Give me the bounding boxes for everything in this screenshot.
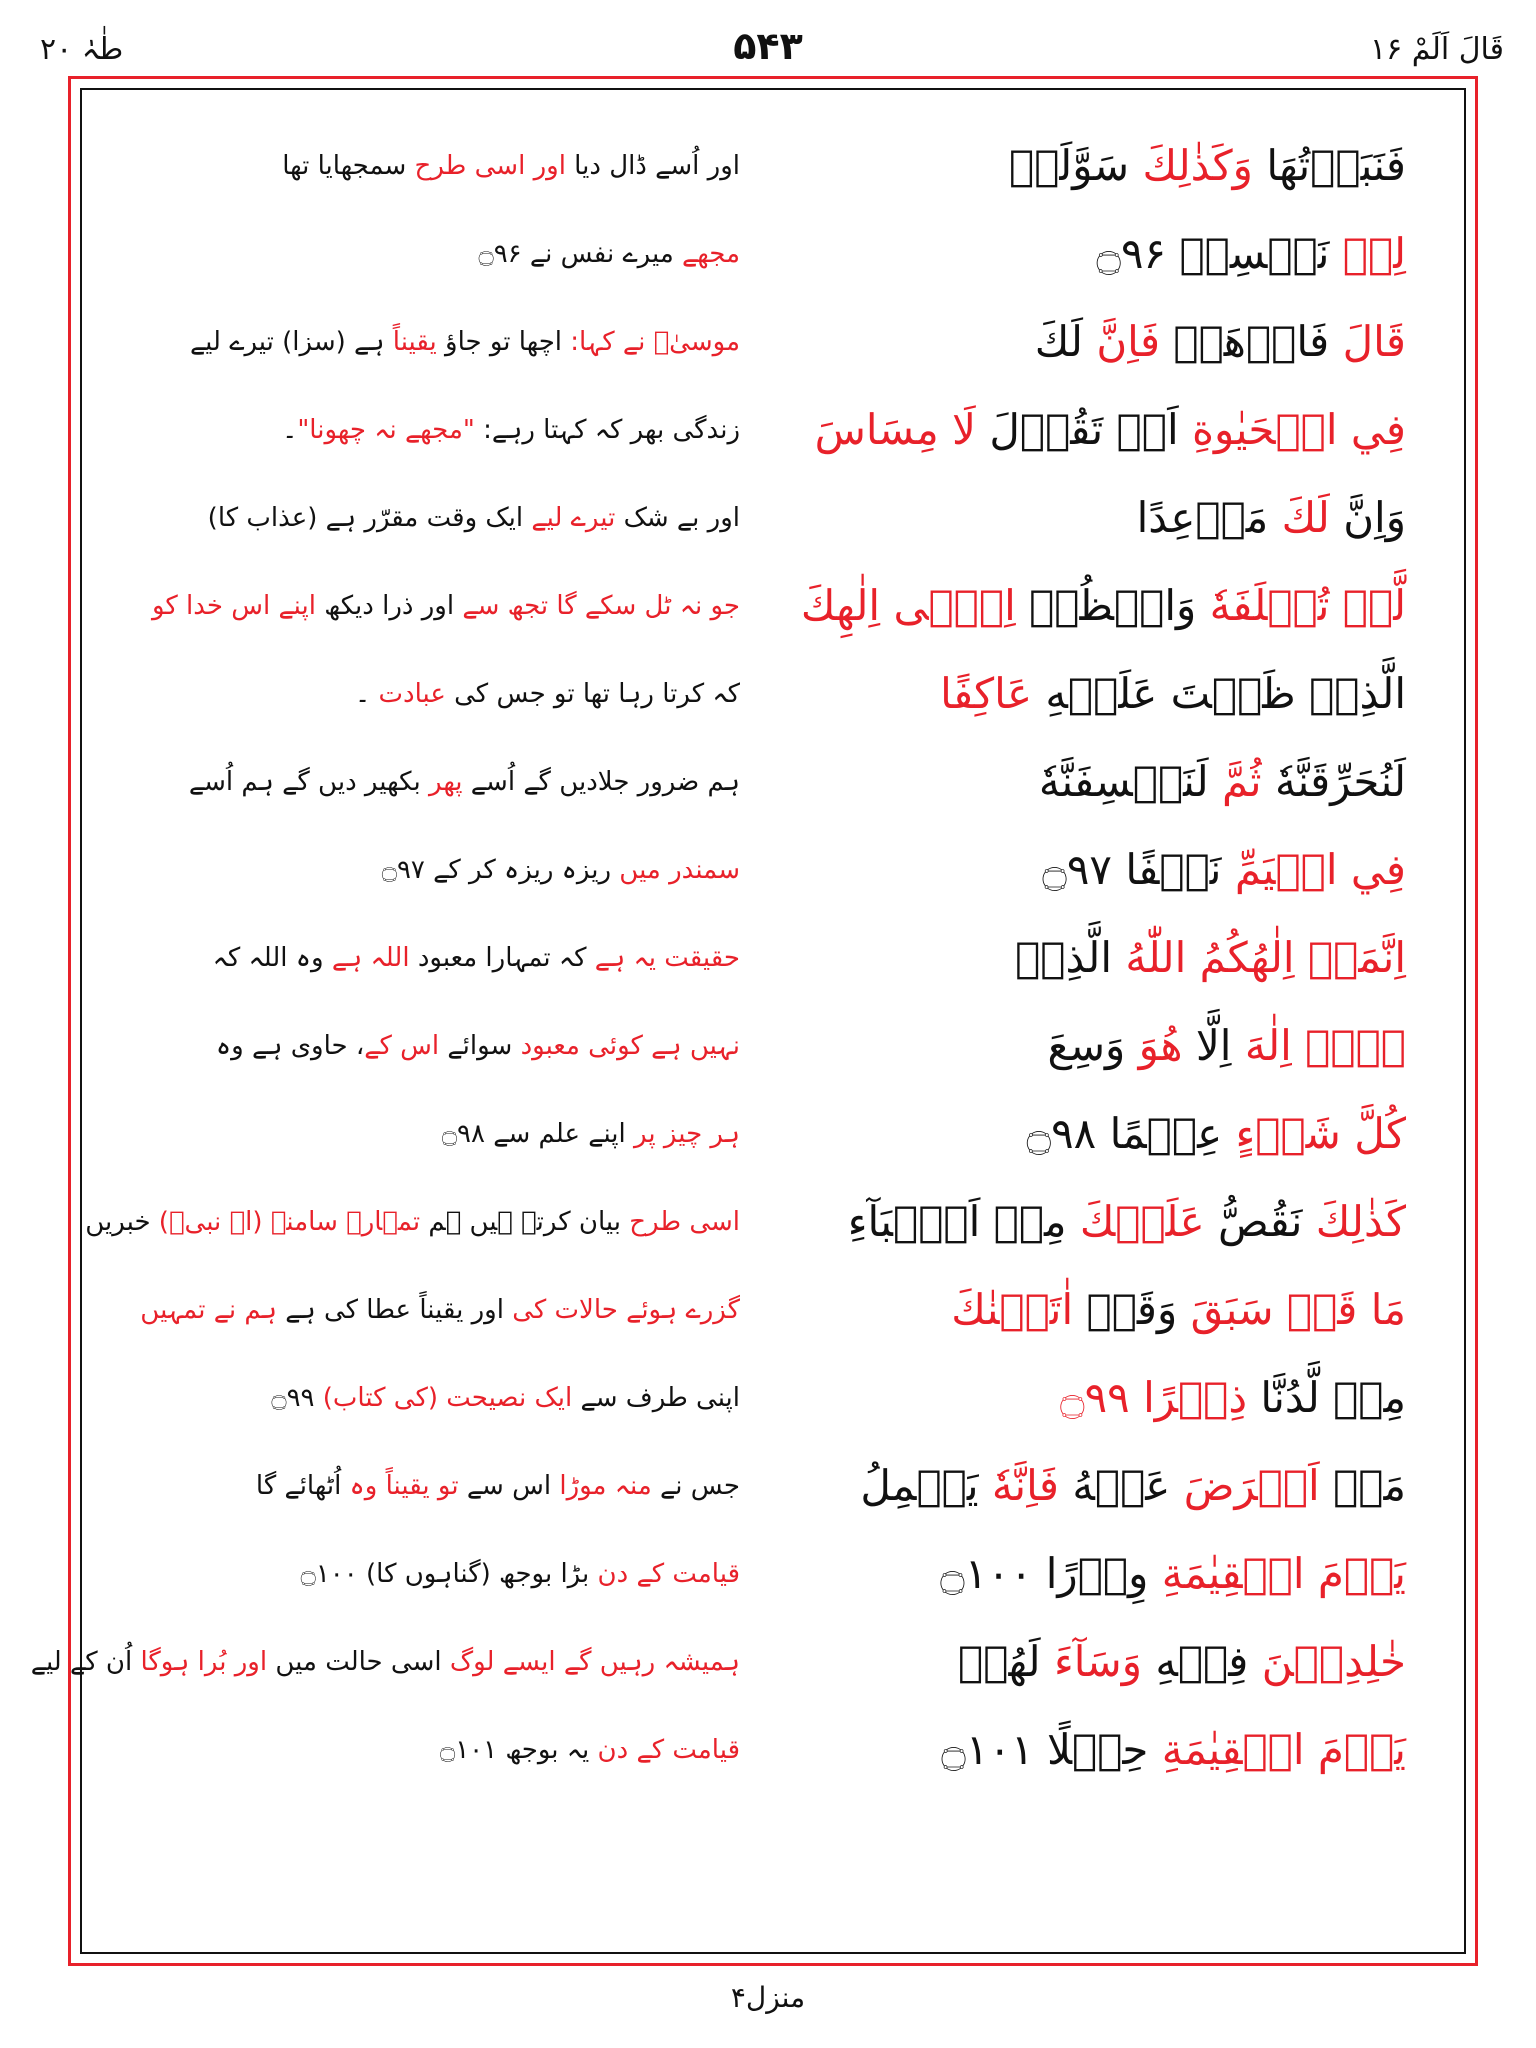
urdu-segment: جس نے <box>651 1471 740 1501</box>
urdu-translation <box>120 1094 740 1174</box>
arabic-text <box>746 214 1406 294</box>
verse-row <box>80 1182 1466 1262</box>
arabic-text <box>746 478 1406 558</box>
urdu-segment: تیرے لیے <box>523 503 616 533</box>
urdu-segment: گزرے ہوئے حالات کی <box>503 1295 740 1325</box>
arabic-segment: وَسَآءَ <box>1040 1637 1142 1686</box>
urdu-segment: اور یقیناً عطا کی ہے <box>276 1295 504 1325</box>
arabic-segment: نَفۡسِيۡ ۝۹۶ <box>1096 229 1330 278</box>
arabic-segment: مَوۡعِدًا <box>1136 493 1269 542</box>
urdu-segment: اور ذرا دیکھ <box>316 591 455 621</box>
urdu-segment: بکھیر دیں گے ہم اُسے <box>188 767 421 797</box>
urdu-segment: اسی حالت میں <box>267 1647 442 1677</box>
arabic-text <box>746 1358 1406 1438</box>
arabic-segment: هُوَ <box>1125 1021 1183 1070</box>
arabic-segment: عَلَيۡكَ <box>1066 1197 1205 1246</box>
urdu-segment: پھر <box>420 767 463 797</box>
urdu-segment: ہے (سزا) تیرے لیے <box>189 327 385 357</box>
urdu-segment: ایک وقت مقرّر ہے (عذاب کا) <box>207 503 524 533</box>
arabic-segment: مِنۡ اَنۡۢبَآءِ <box>847 1197 1067 1246</box>
verse-row <box>80 918 1466 998</box>
urdu-segment: اپنے اس خدا کو <box>151 591 316 621</box>
arabic-segment: وِزۡرًا ۝۱۰۰ <box>940 1549 1149 1598</box>
urdu-segment: سمجھایا تھا <box>282 151 407 181</box>
arabic-text <box>746 1270 1406 1350</box>
urdu-translation <box>120 1710 740 1790</box>
urdu-segment: اچھا تو جاؤ <box>436 327 563 357</box>
arabic-segment: يَحۡمِلُ <box>860 1461 979 1510</box>
verse-row <box>80 1270 1466 1350</box>
arabic-segment: اٰتَيۡنٰكَ <box>951 1285 1074 1334</box>
arabic-segment: لَاۤ اِلٰهَ <box>1231 1021 1406 1070</box>
arabic-segment: فِي الۡيَمِّ <box>1221 845 1406 894</box>
verse-row <box>80 390 1466 470</box>
urdu-segment: حقیقت یہ ہے <box>586 943 740 973</box>
verse-row <box>80 742 1466 822</box>
arabic-text <box>746 566 1406 646</box>
urdu-translation <box>120 1006 740 1086</box>
urdu-segment: ، حاوی ہے وہ <box>215 1031 365 1061</box>
verse-row <box>80 126 1466 206</box>
urdu-segment: یقیناً <box>384 327 437 357</box>
urdu-segment: منہ موڑا <box>551 1471 652 1501</box>
arabic-segment: نَسۡفًا ۝۹۷ <box>1042 845 1222 894</box>
arabic-segment: فِيۡهِ <box>1141 1637 1249 1686</box>
urdu-segment: میرے نفس نے ۝۹۶ <box>478 239 674 269</box>
arabic-segment: وَسِعَ <box>1047 1021 1126 1070</box>
urdu-segment: عبادت <box>378 679 446 709</box>
arabic-segment: لِيۡ <box>1329 229 1406 278</box>
urdu-segment: اور بُرا ہوگا <box>132 1647 268 1677</box>
arabic-segment: وَاِنَّ <box>1329 493 1406 542</box>
urdu-segment: ہمیشہ رہیں گے ایسے لوگ <box>441 1647 740 1677</box>
urdu-translation <box>120 478 740 558</box>
urdu-segment: اللہ ہے <box>323 943 410 973</box>
arabic-segment: اَعۡرَضَ <box>1170 1461 1320 1510</box>
arabic-segment: خٰلِدِيۡنَ <box>1248 1637 1406 1686</box>
urdu-segment: خبریں <box>85 1207 151 1237</box>
urdu-segment: ہم ضرور جلادیں گے اُسے <box>462 767 740 797</box>
arabic-segment: اَنۡ تَقُوۡلَ <box>976 405 1179 454</box>
urdu-segment: اپنے علم سے ۝۹۸ <box>441 1119 626 1149</box>
verse-row <box>80 1358 1466 1438</box>
verse-row <box>80 1710 1466 1790</box>
urdu-translation <box>120 654 740 734</box>
arabic-segment: لَا مِسَاسَ <box>814 405 976 454</box>
urdu-segment: اس کے <box>364 1031 440 1061</box>
arabic-segment: يَوۡمَ الۡقِيٰمَةِ <box>1148 1725 1406 1774</box>
arabic-text <box>746 1182 1406 1262</box>
urdu-translation <box>120 830 740 910</box>
arabic-segment: كُلَّ شَيۡءٍ <box>1222 1109 1406 1158</box>
verse-row <box>80 302 1466 382</box>
urdu-segment: کہ تمہارا معبود <box>409 943 587 973</box>
verse-row <box>80 478 1466 558</box>
urdu-segment: تمہارے سامنے (اے نبیؐ) <box>150 1207 421 1237</box>
urdu-segment: ایک نصیحت (کی کتاب) <box>314 1383 573 1413</box>
arabic-text <box>746 1622 1406 1702</box>
urdu-segment: اُن کے لیے <box>30 1647 133 1677</box>
arabic-segment: يَوۡمَ الۡقِيٰمَةِ <box>1148 1549 1406 1598</box>
arabic-segment: عَاكِفًا <box>940 669 1033 718</box>
urdu-translation <box>120 1446 740 1526</box>
page-number: ۵۴۳ <box>733 24 803 68</box>
urdu-segment: جو نہ ٹل سکے گا تجھ سے <box>454 591 740 621</box>
urdu-segment: قیامت کے دن <box>589 1559 740 1589</box>
arabic-text <box>746 918 1406 998</box>
verse-row <box>30 1622 1466 1702</box>
arabic-segment: فِي الۡحَيٰوةِ <box>1178 405 1406 454</box>
urdu-segment: بڑا بوجھ (گناہوں کا) ۝۱۰۰ <box>300 1559 590 1589</box>
urdu-segment: بیان کرتے ہیں ہم <box>420 1207 621 1237</box>
arabic-segment: اللّٰهُ <box>1112 933 1187 982</box>
juz-name-header: قَالَ اَلَمْ ۱۶ <box>1369 32 1504 67</box>
arabic-segment: وَانۡظُرۡ <box>1015 581 1197 630</box>
verse-row <box>80 214 1466 294</box>
arabic-segment: مَا قَدۡ سَبَقَ <box>1177 1285 1406 1334</box>
urdu-segment: سمندر میں <box>611 855 740 885</box>
urdu-segment: اُٹھائے گا <box>255 1471 342 1501</box>
urdu-translation <box>120 214 740 294</box>
urdu-translation <box>30 1622 740 1702</box>
urdu-segment: کہ کرتا رہا تھا تو جس کی <box>445 679 740 709</box>
arabic-segment: حِمۡلًا ۝۱۰۱ <box>941 1725 1149 1774</box>
urdu-translation <box>120 1534 740 1614</box>
arabic-segment: نَقُصُّ <box>1204 1197 1303 1246</box>
arabic-segment: عَنۡهُ <box>1059 1461 1171 1510</box>
arabic-segment: فَاذۡهَبۡ <box>1160 317 1330 366</box>
verse-row <box>80 1446 1466 1526</box>
urdu-translation <box>120 1358 740 1438</box>
arabic-segment: سَوَّلَتۡ <box>1009 141 1130 190</box>
urdu-segment: قیامت کے دن <box>589 1735 740 1765</box>
arabic-segment: اِنَّمَاۤ اِلٰهُكُمُ <box>1186 933 1406 982</box>
urdu-segment: اسی طرح <box>620 1207 740 1237</box>
arabic-segment: اِلَّا <box>1182 1021 1232 1070</box>
urdu-translation <box>120 742 740 822</box>
urdu-segment: سوائے <box>439 1031 513 1061</box>
manzil-footer: منزل۴ <box>730 1981 806 2014</box>
verse-row <box>80 566 1466 646</box>
verse-row <box>80 830 1466 910</box>
arabic-segment: عِلۡمًا ۝۹۸ <box>1026 1109 1223 1158</box>
arabic-segment: لَنَنۡسِفَنَّهٗ <box>1038 757 1209 806</box>
arabic-segment: وَكَذٰلِكَ <box>1129 141 1253 190</box>
arabic-segment: لَكَ <box>1268 493 1330 542</box>
arabic-segment: لَهُمۡ <box>958 1637 1041 1686</box>
urdu-segment: ہم نے تمہیں <box>140 1295 277 1325</box>
arabic-segment: الَّذِيۡ ظَلۡتَ عَلَيۡهِ <box>1032 669 1406 718</box>
verse-row <box>80 654 1466 734</box>
arabic-segment: ثُمَّ <box>1208 757 1262 806</box>
urdu-segment: موسیٰؑ نے کہا: <box>562 327 740 357</box>
urdu-translation <box>120 126 740 206</box>
urdu-segment: ۔ <box>282 415 298 445</box>
urdu-segment: ہر چیز پر <box>625 1119 740 1149</box>
arabic-segment: فَاِنَّ <box>1082 317 1161 366</box>
arabic-segment: الَّذِيۡ <box>1015 933 1113 982</box>
arabic-segment: ذِكۡرًا ۝۹۹ <box>1060 1373 1248 1422</box>
urdu-segment: نہیں ہے کوئی معبود <box>512 1031 740 1061</box>
arabic-segment: فَاِنَّهٗ <box>978 1461 1059 1510</box>
arabic-segment: لَّنۡ تُخۡلَفَهٗ <box>1196 581 1406 630</box>
urdu-segment: اور اُسے ڈال دیا <box>565 151 740 181</box>
urdu-segment: اس سے <box>458 1471 552 1501</box>
urdu-segment: اپنی طرف سے <box>572 1383 740 1413</box>
arabic-segment: لَكَ <box>1034 317 1083 366</box>
urdu-segment: وہ اللہ کہ <box>212 943 324 973</box>
arabic-segment: مِنۡ لَّدُنَّا <box>1247 1373 1406 1422</box>
arabic-segment: مَنۡ <box>1319 1461 1406 1510</box>
verse-row <box>80 1094 1466 1174</box>
arabic-text <box>746 1534 1406 1614</box>
urdu-segment: اور بے شک <box>615 503 740 533</box>
urdu-translation <box>120 302 740 382</box>
urdu-translation <box>120 566 740 646</box>
urdu-segment: مجھے <box>673 239 740 269</box>
arabic-segment: اِلٰۤى اِلٰهِكَ <box>800 581 1016 630</box>
urdu-segment: یہ بوجھ ۝۱۰۱ <box>439 1735 590 1765</box>
arabic-text <box>746 1446 1406 1526</box>
arabic-segment: وَقَدۡ <box>1073 1285 1178 1334</box>
arabic-text <box>746 1094 1406 1174</box>
arabic-text <box>746 654 1406 734</box>
arabic-segment: قَالَ <box>1329 317 1406 366</box>
urdu-segment: تو یقیناً وہ <box>341 1471 459 1501</box>
arabic-text <box>746 1006 1406 1086</box>
urdu-translation <box>120 1270 740 1350</box>
urdu-segment: اور اسی طرح <box>406 151 566 181</box>
urdu-segment: ریزہ ریزہ کر کے ۝۹۷ <box>381 855 612 885</box>
arabic-text <box>746 126 1406 206</box>
urdu-translation <box>85 1182 740 1262</box>
arabic-text <box>746 830 1406 910</box>
verse-row <box>80 1006 1466 1086</box>
arabic-segment: كَذٰلِكَ <box>1302 1197 1406 1246</box>
arabic-text <box>746 1710 1406 1790</box>
arabic-text <box>746 302 1406 382</box>
arabic-text <box>746 742 1406 822</box>
arabic-segment: فَنَبَذۡتُهَا <box>1252 141 1406 190</box>
urdu-translation <box>120 918 740 998</box>
urdu-segment: ۔ <box>355 679 379 709</box>
urdu-segment: زندگی بھر کہ کہتا رہے: <box>474 415 740 445</box>
arabic-segment: لَنُحَرِّقَنَّهٗ <box>1261 757 1406 806</box>
urdu-segment: ۝۹۹ <box>271 1383 315 1413</box>
arabic-text <box>746 390 1406 470</box>
surah-name-header: طٰہٰ ۲۰ <box>40 32 124 67</box>
urdu-segment: "مجھے نہ چھونا" <box>297 415 475 445</box>
verse-row <box>80 1534 1466 1614</box>
urdu-translation <box>120 390 740 470</box>
